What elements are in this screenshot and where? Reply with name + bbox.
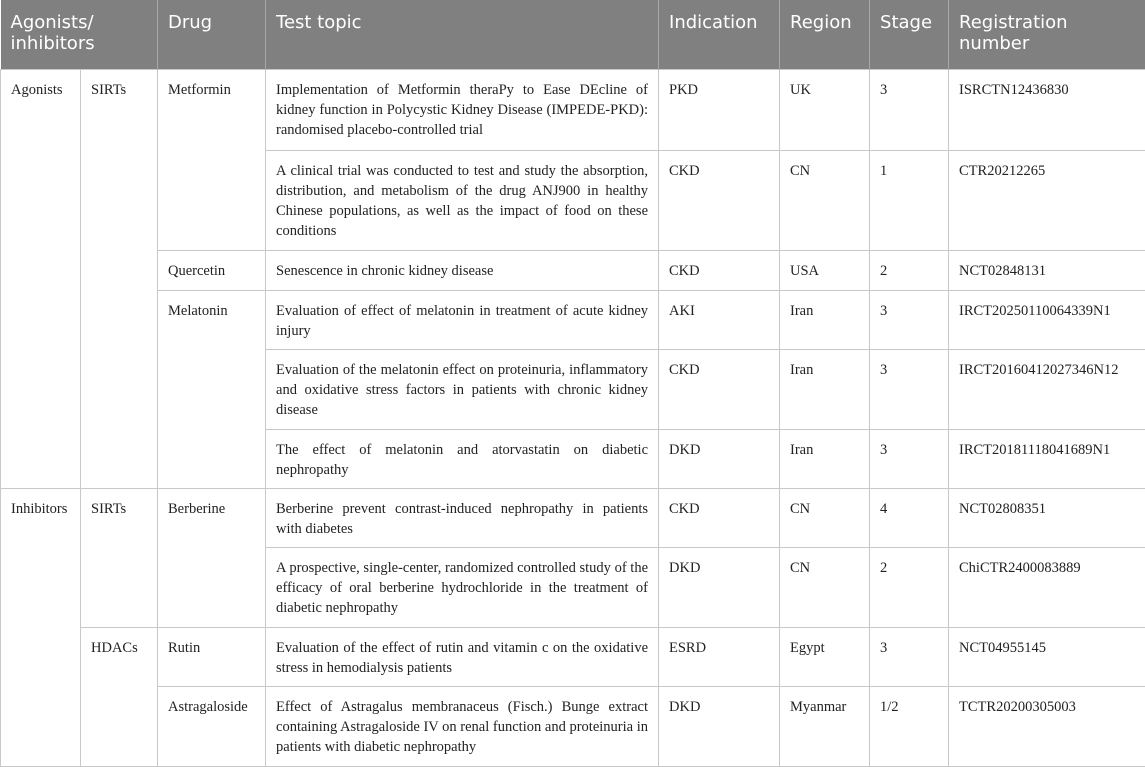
drug-cell: Quercetin (158, 251, 266, 291)
test-topic-cell: Evaluation of the effect of rutin and vitamin c on the oxidative stress in hemodialysis patients (266, 628, 659, 687)
region-cell: Iran (780, 350, 870, 430)
region-cell: CN (780, 548, 870, 628)
header-drug: Drug (158, 0, 266, 70)
test-topic-cell: The effect of melatonin and atorvastatin on diabetic nephropathy (266, 430, 659, 489)
stage-cell: 1/2 (870, 687, 949, 767)
agonist-inhibitor-cell: Inhibitors (1, 489, 81, 767)
indication-cell: CKD (659, 251, 780, 291)
stage-cell: 3 (870, 70, 949, 151)
indication-cell: PKD (659, 70, 780, 151)
test-topic-cell: Implementation of Metformin theraPy to Ease DEcline of kidney function in Polycystic Kidney Disease (IMPEDE-PKD): randomised placebo-controlled trial (266, 70, 659, 151)
stage-cell: 2 (870, 548, 949, 628)
indication-cell: ESRD (659, 628, 780, 687)
table-row (1, 291, 1145, 350)
indication-cell: CKD (659, 489, 780, 548)
header-agonists-inhibitors: Agonists/ inhibitors (1, 0, 158, 70)
table-row (1, 628, 1145, 687)
region-cell: CN (780, 151, 870, 251)
region-cell: UK (780, 70, 870, 151)
indication-cell: DKD (659, 687, 780, 767)
stage-cell: 3 (870, 628, 949, 687)
test-topic-cell: Evaluation of the melatonin effect on proteinuria, inflammatory and oxidative stress factors in patients with chronic kidney disease (266, 350, 659, 430)
table-row (1, 489, 1145, 548)
drug-cell: Metformin (158, 70, 266, 251)
stage-cell: 1 (870, 151, 949, 251)
target-cell: SIRTs (81, 70, 158, 489)
test-topic-cell: A prospective, single-center, randomized controlled study of the efficacy of oral berberine hydrochloride in the treatment of diabetic nephropathy (266, 548, 659, 628)
registration-number-cell: IRCT20160412027346N12 (949, 350, 1145, 430)
indication-cell: AKI (659, 291, 780, 350)
target-cell: SIRTs (81, 489, 158, 628)
header-region: Region (780, 0, 870, 70)
registration-number-cell: NCT02848131 (949, 251, 1145, 291)
table-row (1, 687, 1145, 767)
indication-cell: CKD (659, 350, 780, 430)
region-cell: CN (780, 489, 870, 548)
header-stage: Stage (870, 0, 949, 70)
table-row (1, 251, 1145, 291)
indication-cell: DKD (659, 430, 780, 489)
stage-cell: 3 (870, 350, 949, 430)
header-registration-number: Registration number (949, 0, 1145, 70)
stage-cell: 3 (870, 291, 949, 350)
registration-number-cell: ChiCTR2400083889 (949, 548, 1145, 628)
region-cell: USA (780, 251, 870, 291)
drug-cell: Berberine (158, 489, 266, 628)
stage-cell: 2 (870, 251, 949, 291)
test-topic-cell: Senescence in chronic kidney disease (266, 251, 659, 291)
registration-number-cell: ISRCTN12436830 (949, 70, 1145, 151)
registration-number-cell: IRCT20181118041689N1 (949, 430, 1145, 489)
region-cell: Egypt (780, 628, 870, 687)
drug-cell: Astragaloside (158, 687, 266, 767)
registration-number-cell: TCTR20200305003 (949, 687, 1145, 767)
agonist-inhibitor-cell: Agonists (1, 70, 81, 489)
registration-number-cell: CTR20212265 (949, 151, 1145, 251)
test-topic-cell: Evaluation of effect of melatonin in treatment of acute kidney injury (266, 291, 659, 350)
region-cell: Myanmar (780, 687, 870, 767)
region-cell: Iran (780, 430, 870, 489)
indication-cell: CKD (659, 151, 780, 251)
drug-cell: Rutin (158, 628, 266, 687)
registration-number-cell: NCT02808351 (949, 489, 1145, 548)
stage-cell: 3 (870, 430, 949, 489)
registration-number-cell: IRCT20250110064339N1 (949, 291, 1145, 350)
header-row (1, 0, 1145, 70)
drug-cell: Melatonin (158, 291, 266, 489)
header-test-topic: Test topic (266, 0, 659, 70)
target-cell: HDACs (81, 628, 158, 767)
stage-cell: 4 (870, 489, 949, 548)
test-topic-cell: A clinical trial was conducted to test and study the absorption, distribution, and metabolism of the drug ANJ900 in healthy Chinese populations, as well as the impact of food on these conditions (266, 151, 659, 251)
registration-number-cell: NCT04955145 (949, 628, 1145, 687)
indication-cell: DKD (659, 548, 780, 628)
test-topic-cell: Berberine prevent contrast-induced nephropathy in patients with diabetes (266, 489, 659, 548)
region-cell: Iran (780, 291, 870, 350)
test-topic-cell: Effect of Astragalus membranaceus (Fisch.) Bunge extract containing Astragaloside IV on renal function and proteinuria in patients with diabetic nephropathy (266, 687, 659, 767)
table-row (1, 70, 1145, 151)
header-indication: Indication (659, 0, 780, 70)
